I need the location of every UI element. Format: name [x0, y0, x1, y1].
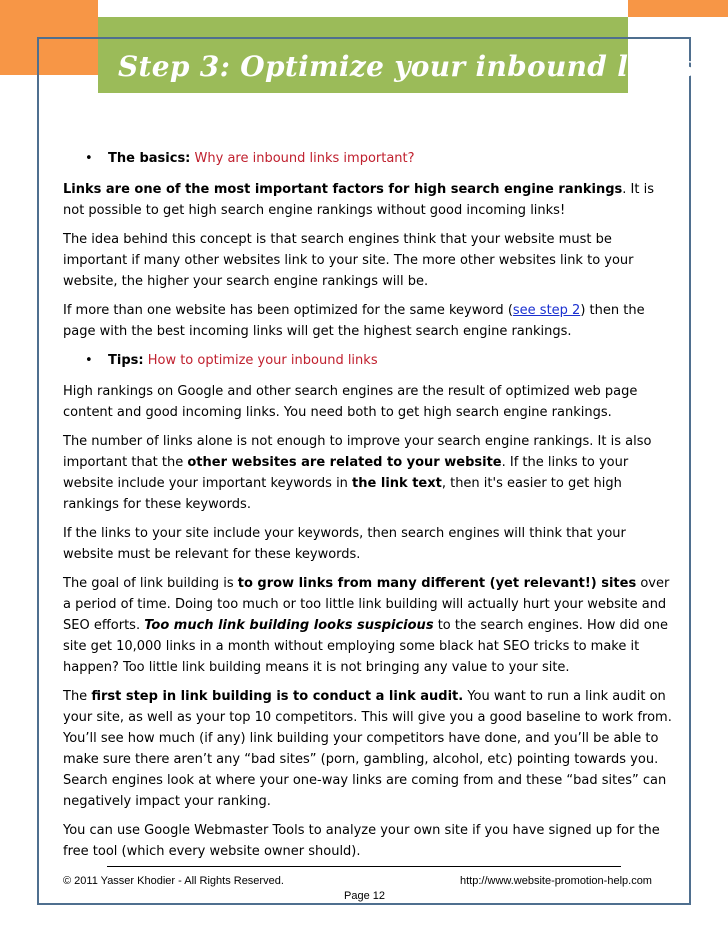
paragraph-text: over a period of time. Doing too much or too little link building will actually hurt your website and SEO efforts. — [63, 576, 670, 633]
paragraph-number-of-links — [63, 431, 675, 515]
paragraph-text: You want to run a link audit on your site, as well as your top 10 competitors. This will give you a good baseline to work from. You’ll see how much (if any) link building your competitors have done, and you’ll be able to make sure there aren’t any “bad sites” (porn, gambling, alcohol, etc) pointing towards you. Search engines look at where your one-way links are coming from and these “bad sites” can negatively impact your ranking. — [63, 689, 672, 809]
footer-url: http://www.website-promotion-help.com — [460, 875, 652, 887]
paragraph-goal — [63, 573, 675, 678]
paragraph-text: to the search engines. How did one site get 10,000 links in a month without employing some black hat SEO tricks to make it happen? Too little link building means it is not bringing any value to your site. — [63, 618, 668, 675]
document-body — [63, 148, 675, 870]
bold-text: to grow links from many different (yet relevant!) sites — [237, 576, 637, 591]
page-number: Page 12 — [344, 890, 385, 902]
paragraph-links-importance — [63, 179, 675, 221]
basics-bullet-item — [63, 148, 675, 169]
paragraph-webmaster-tools: You can use Google Webmaster Tools to analyze your own site if you have signed up for the free tool (which every website owner should). — [63, 823, 660, 859]
footer-copyright: © 2011 Yasser Khodier - All Rights Reserved. — [63, 875, 284, 887]
paragraph-idea: The idea behind this concept is that search engines think that your website must be important if many other websites link to your site. The more other websites link to your website, the higher your search engine rankings will be. — [63, 232, 634, 289]
paragraph-same-keyword — [63, 300, 675, 342]
bold-text: the link text — [352, 476, 442, 491]
bold-text: first step in link building is to conduct a link audit. — [91, 689, 464, 704]
tips-bullet-item — [63, 350, 675, 371]
paragraph-keywords: If the links to your site include your keywords, then search engines will think that your website must be relevant for these keywords. — [63, 526, 626, 562]
paragraph-text: If more than one website has been optimized for the same keyword ( — [63, 303, 513, 318]
paragraph-text: . If the links to your website include your important keywords in — [63, 455, 629, 491]
tips-heading: How to optimize your inbound links — [147, 353, 378, 368]
orange-corner-decoration-right — [628, 0, 728, 17]
bullet-icon: • — [85, 151, 93, 166]
see-step-2-link[interactable]: see step 2 — [512, 303, 581, 318]
bullet-icon: • — [85, 353, 93, 368]
bold-italic-text: Too much link building looks suspicious — [144, 618, 434, 633]
paragraph-text: ) then the page with the best incoming links will get the highest search engine rankings. — [63, 303, 645, 339]
basics-label: The basics: — [108, 151, 191, 166]
footer-divider — [107, 866, 621, 867]
bold-text: other websites are related to your website — [187, 455, 502, 470]
paragraph-high-rankings: High rankings on Google and other search engines are the result of optimized web page content and good incoming links. You need both to get high search engine rankings. — [63, 384, 638, 420]
paragraph-text: . It is not possible to get high search engine rankings without good incoming links! — [63, 182, 654, 218]
page-title: Step 3: Optimize your inbound links — [118, 50, 696, 83]
paragraph-text: , then it's easier to get high rankings for these keywords. — [63, 476, 622, 512]
bold-text: Links are one of the most important factors for high search engine rankings — [63, 182, 623, 197]
tips-label: Tips: — [108, 353, 144, 368]
paragraph-text: The — [63, 689, 92, 704]
paragraph-text: The goal of link building is — [63, 576, 238, 591]
basics-heading: Why are inbound links important? — [194, 151, 415, 166]
paragraph-text: The number of links alone is not enough to improve your search engine rankings. It is also important that the — [63, 434, 652, 470]
paragraph-link-audit — [63, 686, 675, 812]
